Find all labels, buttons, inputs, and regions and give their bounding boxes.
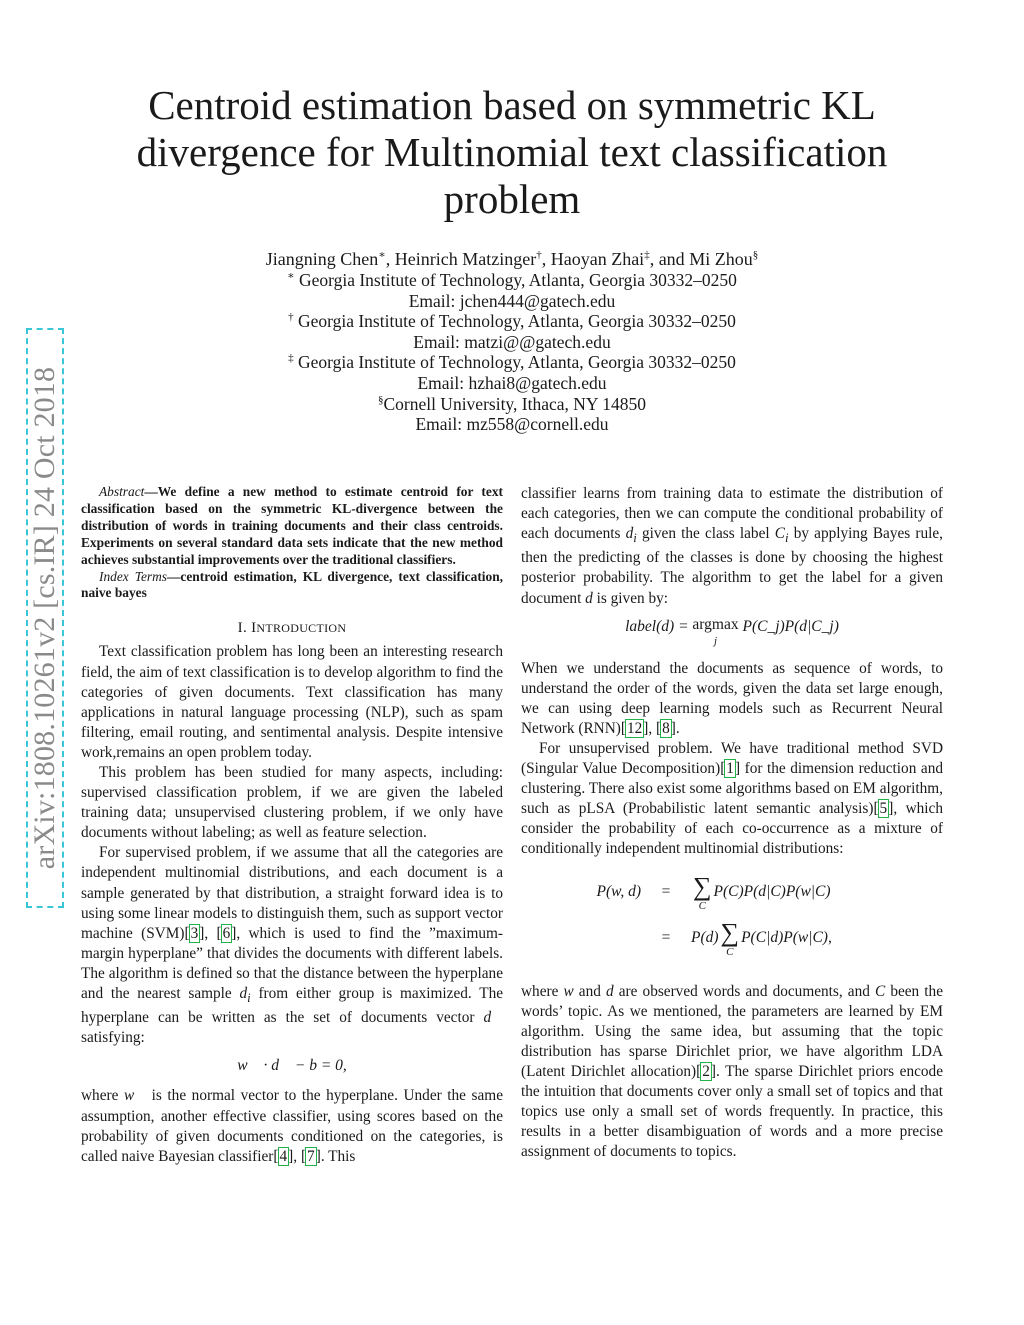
paragraph: For supervised problem, if we assume that all the categories are independent multinomial distributions, and each document is a sample generated by that distribution, a straight forward idea is to using some linear models to distinguish them, such as support vector machine (SVM)[3], [6], which is used to find the ”maximum-margin hyperplane” that divides the documents with different labels. The algorithm is defined so that the distance between the hyperplane and the nearest sample $d_i$ from either group is maximized. The hyperplane can be written as the set of documents vector d⃗ satisfying: bbox=[81, 844, 504, 1047]
index-terms-text: —centroid estimation, KL divergence, text classification, naive bayes bbox=[81, 568, 503, 601]
citation-link[interactable]: 1 bbox=[726, 760, 734, 778]
paper-title: Centroid estimation based on symmetric KL divergence for Multinomial text classification problem bbox=[136, 82, 888, 222]
email: Email: matzi@@gatech.edu bbox=[413, 331, 611, 352]
author-mark: † bbox=[536, 249, 542, 261]
paragraph: where w⃗ is the normal vector to the hyperplane. Under the same assumption, another effective classifier, using scores based on the probability of given documents conditioned on the categories, is called naive Bayesian classifier[4], [7]. This bbox=[81, 1087, 503, 1165]
citation-link[interactable]: 5 bbox=[879, 800, 888, 818]
author-3: Haoyan Zhai bbox=[550, 249, 645, 269]
paragraph: Text classification problem has long been an interesting research field, the aim of text classification is to develop algorithm to find the categories of given documents. Text classification has many applications in natural language processing (NLP), such as spam filtering, email routing, and sentimental analysis. Despite intensive work,remains an open problem today. bbox=[81, 643, 503, 761]
equation-hyperplane: w⃗ · d⃗ − b = 0, bbox=[237, 1057, 347, 1075]
affiliation: ‡ Georgia Institute of Technology, Atlanta, Georgia 30332–0250 bbox=[288, 352, 736, 373]
paragraph: This problem has been studied for many aspects, including: supervised classification problem, if we are given the labeled training data; unsupervised clustering problem, if we only have documents without labeling; as well as feature selection. bbox=[81, 764, 503, 842]
author-mark: § bbox=[752, 249, 759, 261]
abstract-text: —We define a new method to estimate centroid for text classification based on the symmetric KL-divergence between the distribution of words in training documents and their class centroids. Experiments on several standard data sets indicate that the new method achieves substantial improvements over the traditional classifiers. bbox=[81, 484, 503, 567]
abstract-label: Abstract bbox=[99, 484, 145, 499]
paragraph: classifier learns from training data to estimate the distribution of each categories, then we can compute the conditional probability of each documents $d_i$ given the class label $C_i$ by applying Bayes rule, then the predicting of the classes is done by choosing the highest posterior probability. The algorithm to get the label for a given document d is given by: bbox=[521, 485, 943, 607]
affiliation: ∗ Georgia Institute of Technology, Atlanta, Georgia 30332–0250 bbox=[287, 270, 737, 290]
email: Email: mz558@cornell.edu bbox=[415, 414, 609, 435]
citation-link[interactable]: 3 bbox=[190, 924, 199, 942]
author-mark: ∗ bbox=[378, 249, 386, 261]
right-column bbox=[521, 484, 943, 1162]
index-terms bbox=[81, 569, 503, 603]
citation-link[interactable]: 7 bbox=[307, 1147, 315, 1165]
affiliation: §Cornell University, Ithaca, NY 14850 bbox=[377, 393, 647, 414]
author-conjunction: and bbox=[658, 249, 685, 269]
abstract bbox=[81, 484, 503, 569]
citation-link[interactable]: 8 bbox=[662, 719, 670, 737]
section-heading-introduction: I. INTRODUCTION bbox=[237, 620, 347, 637]
index-terms-label: Index Terms bbox=[99, 568, 168, 584]
arxiv-side-stamp[interactable] bbox=[26, 328, 64, 908]
affiliation: † Georgia Institute of Technology, Atlanta, Georgia 30332–0250 bbox=[288, 311, 736, 332]
author-mark: ‡ bbox=[644, 249, 650, 261]
author-block bbox=[110, 248, 914, 435]
left-column bbox=[81, 484, 503, 1167]
equation-label: label(d) = argmax j P(C_j)P(d|C_j) bbox=[625, 615, 839, 647]
author-4: Mi Zhou bbox=[689, 249, 753, 269]
author-2: Heinrich Matzinger bbox=[394, 249, 537, 269]
paragraph: where w and d are observed words and documents, and C been the words’ topic. As we mentioned, the parameters are learned by EM algorithm. Using the same idea, but assuming that the topic distribution has sparse Dirichlet prior, we have algorithm LDA (Latent Dirichlet allocation)[2]. The sparse Dirichlet priors encode the intuition that documents cover only a small set of topics and that topics use only a small set of words frequently. In practice, this results in a better disambiguation of words and a more precise assignment of documents to topics. bbox=[521, 982, 943, 1161]
citation-link[interactable]: 6 bbox=[222, 924, 231, 942]
citation-link[interactable]: 12 bbox=[626, 719, 643, 737]
arxiv-identifier: arXiv:1808.10261v2 [cs.IR] 24 Oct 2018 bbox=[28, 366, 61, 870]
citation-link[interactable]: 4 bbox=[279, 1147, 288, 1165]
email: Email: jchen444@gatech.edu bbox=[408, 290, 616, 311]
citation-link[interactable]: 2 bbox=[702, 1062, 710, 1080]
email: Email: hzhai8@gatech.edu bbox=[417, 372, 607, 393]
author-1: Jiangning Chen bbox=[265, 249, 379, 269]
paragraph: For unsupervised problem. We have traditional method SVD (Singular Value Decomposition)[1] for the dimension reduction and clustering. There also exist some algorithms based on EM algorithm, such as pLSA (Probabilistic latent semantic analysis)[5], which consider the probability of each co-occurrence as a mixture of conditionally independent multinomial distributions: bbox=[521, 739, 944, 858]
author-names: Jiangning Chen∗, Heinrich Matzinger†, Haoyan Zhai‡, and Mi Zhou§ bbox=[265, 249, 759, 269]
equation-plsa: P(w, d) = ∑ C P(C)P(d|C)P(w|C) = P(d) ∑ C P(C|d)P(w|C), bbox=[596, 871, 832, 958]
paragraph: When we understand the documents as sequence of words, to understand the order of the words, given the data set large enough, we can using deep learning models such as Recurrent Neural Network (RNN)[12], [8]. bbox=[521, 659, 943, 737]
